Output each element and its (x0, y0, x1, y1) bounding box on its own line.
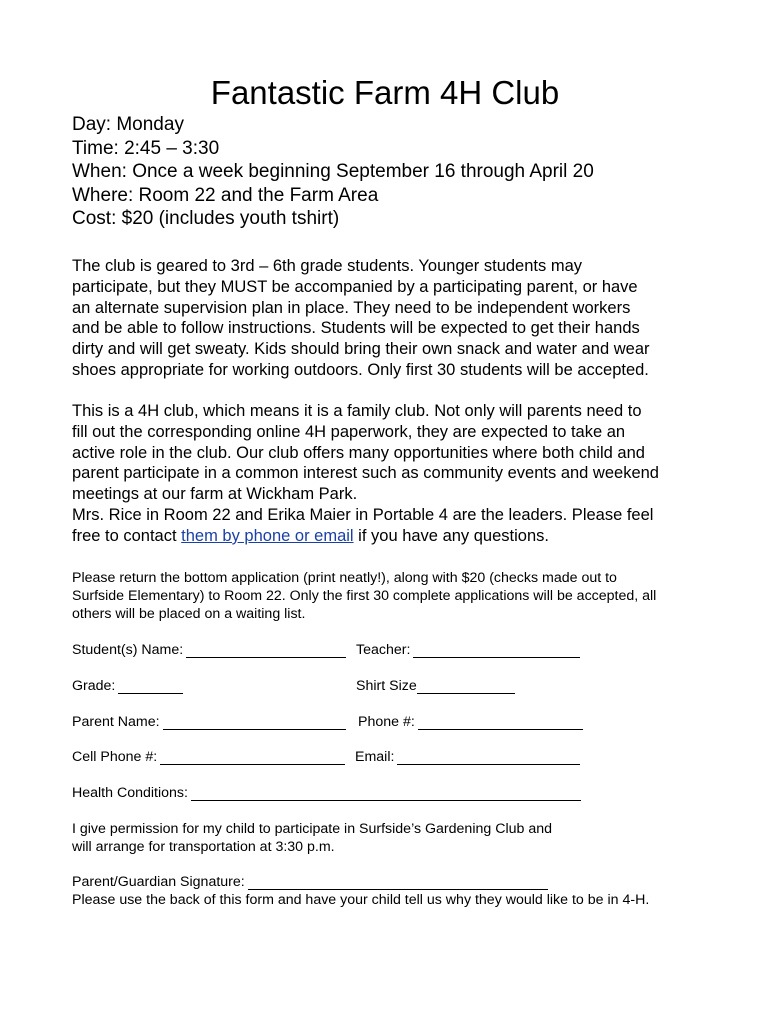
email-field (355, 748, 580, 766)
paragraph-line: parent participate in a common interest such as community events and weekend (72, 464, 659, 483)
contact-line (72, 526, 712, 547)
teacher-field (356, 641, 580, 659)
cell-phone-blank[interactable] (160, 750, 345, 765)
health-conditions-field (72, 784, 581, 802)
permission-statement (72, 820, 552, 856)
paragraph-line: This is a 4H club, which means it is a family club. Not only will parents need to (72, 402, 642, 420)
cell-phone-label: Cell Phone #: (72, 749, 158, 765)
info-time: Time: 2:45 – 3:30 (72, 137, 220, 159)
paragraph-line: Mrs. Rice in Room 22 and Erika Maier in Portable 4 are the leaders. Please feel (72, 505, 654, 524)
family-club-paragraph (72, 401, 712, 547)
paragraph-line: and be able to follow instructions. Students will be expected to get their hands (72, 319, 640, 338)
paragraph-line: meetings at our farm at Wickham Park. (72, 485, 358, 504)
page-title: Fantastic Farm 4H Club (210, 74, 560, 111)
info-when: When: Once a week beginning September 16 through April 20 (72, 161, 594, 182)
info-day: Day: Monday (72, 114, 184, 135)
info-where: Where: Room 22 and the Farm Area (72, 184, 379, 206)
parent-name-field (72, 713, 346, 731)
signature-label: Parent/Guardian Signature: (72, 874, 245, 890)
instruction-line: others will be placed on a waiting list. (72, 606, 306, 622)
paragraph-line: active role in the club. Our club offers many opportunities where both child and (72, 443, 645, 462)
student-name-label: Student(s) Name: (72, 642, 184, 658)
health-conditions-label: Health Conditions: (72, 785, 188, 801)
shirt-size-field (356, 677, 515, 695)
parent-name-label: Parent Name: (72, 714, 160, 730)
paragraph-line: The club is geared to 3rd – 6th grade students. Younger students may (72, 257, 583, 275)
contact-text-before: free to contact (72, 526, 182, 545)
phone-field (358, 713, 583, 731)
paragraph-line: shoes appropriate for working outdoors. Only first 30 students will be accepted. (72, 360, 649, 379)
health-conditions-blank[interactable] (191, 786, 581, 801)
student-name-field (72, 641, 346, 659)
paragraph-line: dirty and will get sweaty. Kids should bring their own snack and water and wear (72, 340, 650, 359)
shirt-size-blank[interactable] (417, 679, 515, 694)
closing-note (72, 891, 649, 909)
contact-link[interactable]: them by phone or email (181, 526, 354, 545)
teacher-label: Teacher: (356, 642, 411, 658)
shirt-size-label: Shirt Size (356, 678, 417, 694)
grade-field (72, 677, 183, 695)
return-instructions (72, 569, 656, 623)
paragraph-line: participate, but they MUST be accompanied by a participating parent, or have (72, 277, 638, 296)
email-blank[interactable] (397, 750, 580, 765)
phone-label: Phone #: (358, 714, 415, 730)
paragraph-line: fill out the corresponding online 4H paperwork, they are expected to take an (72, 422, 626, 441)
contact-text-after: if you have any questions. (353, 526, 549, 545)
club-info (72, 113, 594, 231)
email-label: Email: (355, 749, 395, 765)
closing-note-text: Please use the back of this form and have your child tell us why they would like to be in 4-H. (72, 892, 650, 908)
permission-line: I give permission for my child to participate in Surfside’s Gardening Club and (72, 821, 552, 837)
signature-field (72, 873, 548, 891)
permission-line: will arrange for transportation at 3:30 p.m. (72, 839, 335, 855)
teacher-blank[interactable] (413, 643, 580, 658)
info-cost: Cost: $20 (includes youth tshirt) (72, 208, 340, 229)
phone-blank[interactable] (418, 715, 583, 730)
cell-phone-field (72, 748, 345, 766)
grade-blank[interactable] (118, 679, 183, 694)
paragraph-line: an alternate supervision plan in place. They need to be independent workers (72, 298, 631, 317)
description-paragraph (72, 256, 712, 381)
signature-blank[interactable] (248, 875, 548, 890)
student-name-blank[interactable] (186, 643, 346, 658)
instruction-line: Surfside Elementary) to Room 22. Only the first 30 complete applications will be accepted, all (72, 588, 657, 604)
parent-name-blank[interactable] (163, 715, 346, 730)
instruction-line: Please return the bottom application (print neatly!), along with $20 (checks made out to (72, 570, 617, 586)
grade-label: Grade: (72, 678, 116, 694)
